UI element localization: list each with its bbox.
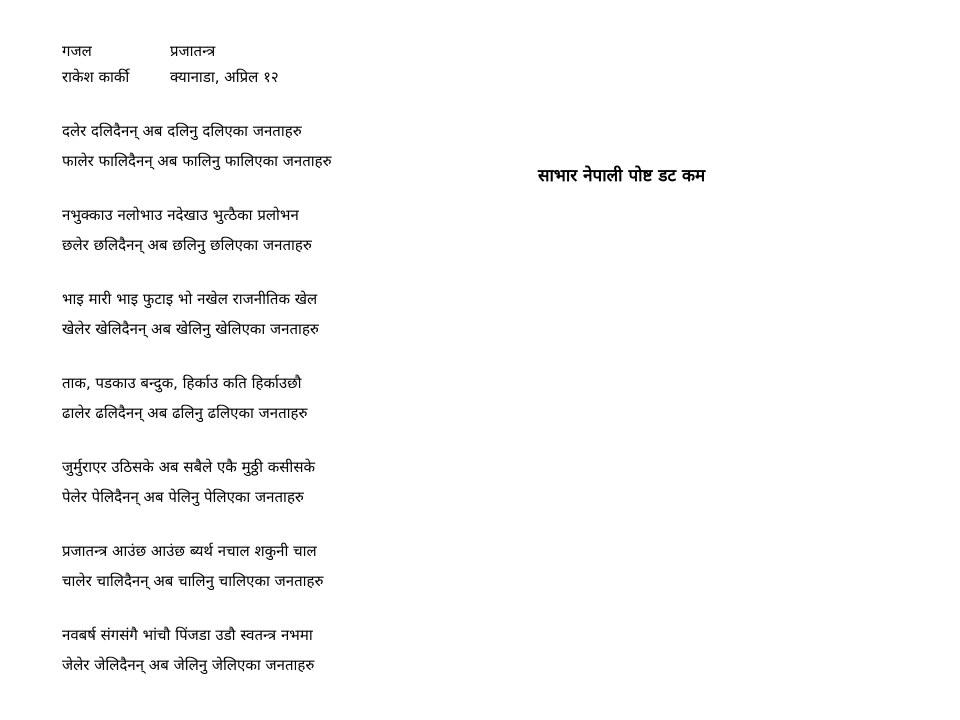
poem-line: फालेर फालिदैनन् अब फालिनु फालिएका जनताहरु: [62, 152, 332, 170]
poem-header: [62, 38, 492, 90]
author-name: राकेश कार्की: [62, 68, 130, 86]
stanza: [62, 116, 492, 176]
poem-line: खेलेर खेलिदैनन् अब खेलिनु खेलिएका जनताहरु: [62, 320, 319, 338]
poem-line: पेलेर पेलिदैनन् अब पेलिनु पेलिएका जनताहरु: [62, 488, 304, 506]
stanza: [62, 452, 492, 512]
poem-line: ढालेर ढलिदैनन् अब ढलिनु ढलिएका जनताहरु: [62, 404, 308, 422]
stanza: [62, 536, 492, 596]
stanza: [62, 368, 492, 428]
genre-label: गजल: [62, 42, 92, 60]
poem-title: प्रजातन्त्र: [170, 42, 216, 60]
poem-line: चालेर चालिदैनन् अब चालिनु चालिएका जनताहरु: [62, 572, 324, 590]
poem-line: नभुक्काउ नलोभाउ नदेखाउ भुत्ठैका प्रलोभन: [62, 206, 299, 224]
poem-line: प्रजातन्त्र आउंछ आउंछ ब्यर्थ नचाल शकुनी चाल: [62, 542, 317, 560]
poem-body: [62, 38, 492, 704]
place-date: क्यानाडा, अप्रिल १२: [170, 68, 279, 86]
stanza: [62, 620, 492, 680]
header-row-title: [62, 38, 492, 64]
source-credit: साभार नेपाली पोष्ट डट कम: [538, 166, 706, 186]
poem-line: जुर्मुराएर उठिसके अब सबैले एकै मुठ्ठी कसीसके: [62, 458, 315, 476]
header-row-byline: [62, 64, 492, 90]
poem-line: छलेर छलिदैनन् अब छलिनु छलिएका जनताहरु: [62, 236, 312, 254]
poem-line: नवबर्ष संगसंगै भांचौ पिंजडा उडौ स्वतन्त्र नभमा: [62, 626, 313, 644]
poem-line: दलेर दलिदैनन् अब दलिनु दलिएका जनताहरु: [62, 122, 302, 140]
poem-line: ताक, पडकाउ बन्दुक, हिर्काउ कति हिर्काउछौ: [62, 374, 302, 392]
stanza: [62, 200, 492, 260]
stanza: [62, 284, 492, 344]
poem-line: भाइ मारी भाइ फुटाइ भो नखेल राजनीतिक खेल: [62, 290, 318, 308]
poem-line: जेलेर जेलिदैनन् अब जेलिनु जेलिएका जनताहरु: [62, 656, 315, 674]
